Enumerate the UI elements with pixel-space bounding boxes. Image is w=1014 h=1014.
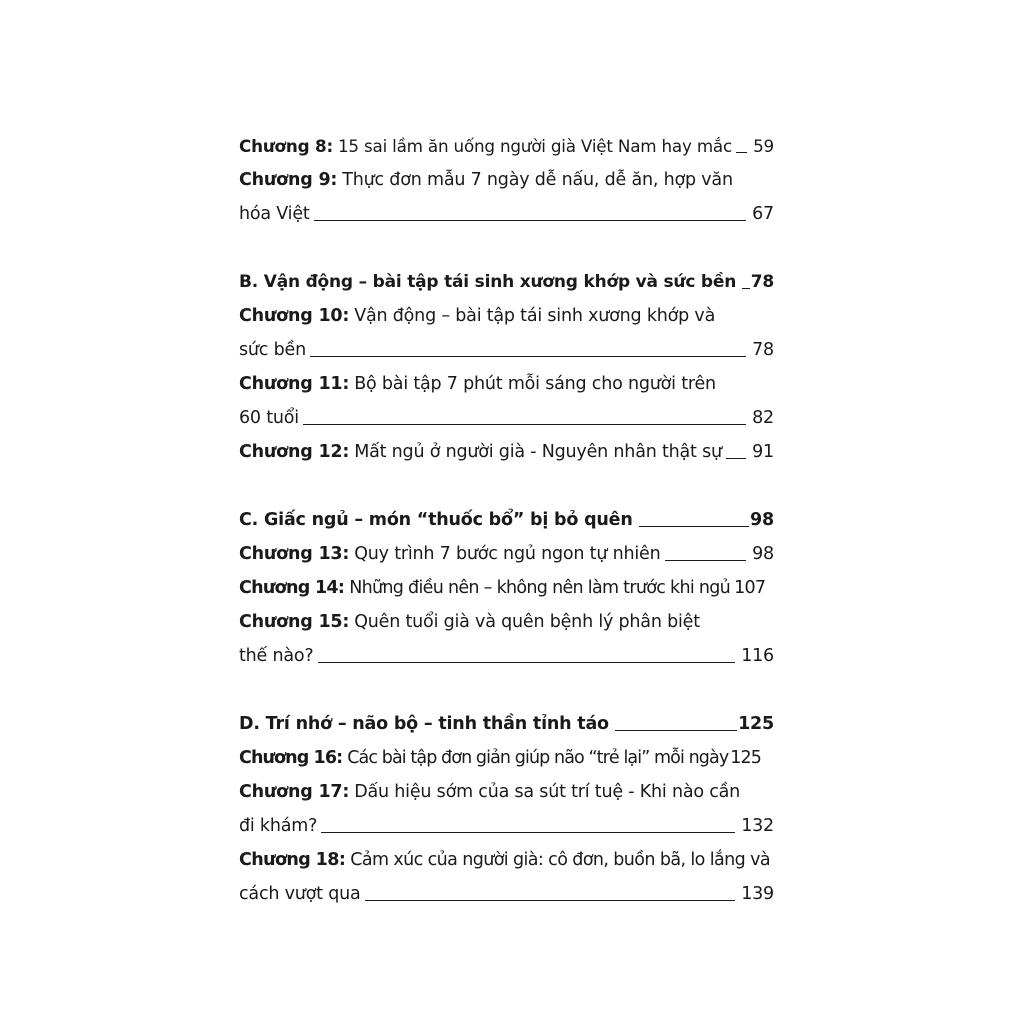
- dot-leader: [310, 356, 746, 357]
- toc-entry-chapter-15: [239, 600, 774, 634]
- chapter-label: Chương 13:: [239, 544, 350, 564]
- toc-entry-chapter-10-cont: [239, 328, 774, 362]
- chapter-title: Thực đơn mẫu 7 ngày dễ nấu, dễ ăn, hợp văn: [342, 170, 733, 190]
- toc-section-b: [239, 260, 774, 294]
- toc-entry-chapter-10: [239, 294, 774, 328]
- page-number: 98: [752, 544, 774, 564]
- page-number: 78: [752, 340, 774, 360]
- chapter-title-continued: thế nào?: [239, 646, 314, 666]
- section-title: B. Vận động – bài tập tái sinh xương khớp và sức bền: [239, 272, 737, 292]
- dot-leader: [314, 220, 747, 221]
- toc-entry-chapter-9-cont: [239, 192, 774, 226]
- toc-entry-chapter-18: [239, 838, 774, 872]
- chapter-label: Chương 18:: [239, 850, 346, 870]
- chapter-title: 15 sai lầm ăn uống người già Việt Nam hay mắc: [337, 136, 733, 156]
- section-title: D. Trí nhớ – não bộ – tinh thần tỉnh táo: [239, 714, 609, 734]
- chapter-title-continued: cách vượt qua: [239, 884, 361, 904]
- chapter-title-continued: sức bền: [239, 340, 306, 360]
- toc-section-d: [239, 702, 774, 736]
- page-number: 78: [750, 272, 774, 292]
- toc-entry-chapter-11: [239, 362, 774, 396]
- page-number: 125: [738, 714, 774, 734]
- toc-entry-chapter-12: [239, 430, 774, 464]
- chapter-label: Chương 17:: [239, 782, 350, 802]
- chapter-title: Mất ngủ ở người già - Nguyên nhân thật sự: [354, 442, 722, 462]
- toc-entry-chapter-13: [239, 532, 774, 566]
- page-number: 116: [741, 646, 774, 666]
- chapter-title-continued: 60 tuổi: [239, 408, 299, 428]
- toc-section-c: [239, 498, 774, 532]
- toc-entry-chapter-17-cont: [239, 804, 774, 838]
- dot-leader: [726, 458, 746, 459]
- toc-entry-chapter-16: [239, 736, 774, 770]
- toc-entry-chapter-11-cont: [239, 396, 774, 430]
- toc-entry-chapter-17: [239, 770, 774, 804]
- page-number: 67: [752, 204, 774, 224]
- chapter-label: Chương 8:: [239, 136, 333, 156]
- dot-leader: [639, 526, 749, 527]
- dot-leader: [742, 288, 750, 289]
- section-title: C. Giấc ngủ – món “thuốc bổ” bị bỏ quên: [239, 510, 633, 530]
- chapter-title: Dấu hiệu sớm của sa sút trí tuệ - Khi nào cần: [354, 782, 741, 802]
- dot-leader: [665, 560, 747, 561]
- chapter-title: Cảm xúc của người già: cô đơn, buồn bã, lo lắng và: [350, 850, 770, 870]
- chapter-title: Quên tuổi già và quên bệnh lý phân biệt: [354, 612, 700, 632]
- chapter-label: Chương 15:: [239, 612, 350, 632]
- dot-leader: [303, 424, 746, 425]
- chapter-label: Chương 12:: [239, 442, 350, 462]
- toc-entry-chapter-8: [239, 124, 774, 158]
- chapter-title: Bộ bài tập 7 phút mỗi sáng cho người trên: [354, 374, 716, 394]
- page-number: 59: [753, 136, 774, 156]
- page-number: 132: [741, 816, 774, 836]
- chapter-label: Chương 16:: [239, 748, 343, 768]
- dot-leader: [615, 730, 737, 731]
- chapter-title: Vận động – bài tập tái sinh xương khớp và: [354, 306, 716, 326]
- chapter-title-continued: đi khám?: [239, 816, 318, 836]
- page-number: 98: [750, 510, 774, 530]
- dot-leader: [318, 662, 736, 663]
- chapter-title: Những điều nên – không nên làm trước khi ngủ: [349, 578, 731, 598]
- chapter-label: Chương 14:: [239, 578, 345, 598]
- page-number: 125: [730, 748, 761, 768]
- dot-leader: [736, 152, 747, 153]
- toc-entry-chapter-9: [239, 158, 774, 192]
- page-number: 107: [734, 578, 766, 598]
- page-number: 82: [752, 408, 774, 428]
- toc-entry-chapter-15-cont: [239, 634, 774, 668]
- chapter-label: Chương 10:: [239, 306, 350, 326]
- chapter-title: Các bài tập đơn giản giúp não “trẻ lại” mỗi ngày: [347, 748, 729, 768]
- chapter-label: Chương 11:: [239, 374, 350, 394]
- chapter-title-continued: hóa Việt: [239, 204, 310, 224]
- chapter-title: Quy trình 7 bước ngủ ngon tự nhiên: [354, 544, 661, 564]
- toc-entry-chapter-18-cont: [239, 872, 774, 906]
- toc-entry-chapter-14: [239, 566, 774, 600]
- page-number: 139: [741, 884, 774, 904]
- page-number: 91: [752, 442, 774, 462]
- chapter-label: Chương 9:: [239, 170, 338, 190]
- dot-leader: [365, 900, 736, 901]
- dot-leader: [321, 832, 735, 833]
